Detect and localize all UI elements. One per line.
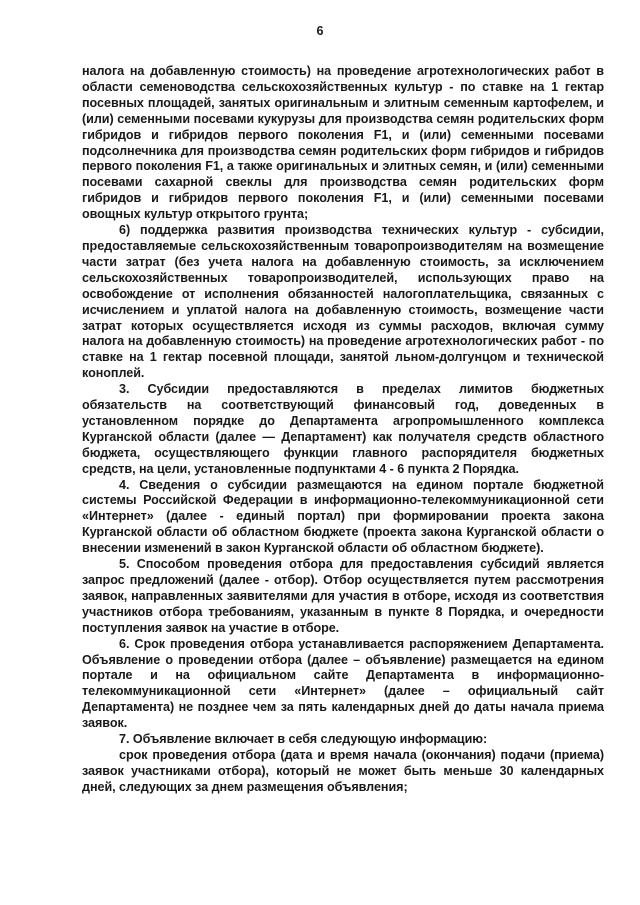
paragraph-subitem-6: 6) поддержка развития производства технических культур - субсидии, предоставляемые сельскохозяйственным товаропроизводителям на возмещение части затрат (без учета налога на добавленную стоимость, за исключением сельскохозяйственных товаропроизводителей, использующих право на освобождение от исполнения обязанностей налогоплательщика, связанных с исчислением и уплатой налога на добавленную стоимость, возмещение части затрат которых осуществляется исходя из суммы расходов, включая сумму налога на добавленную стоимость) на проведение агротехнологических работ - по ставке на 1 гектар посевной площади, занятой льном-долгунцом и технической коноплей.	[82, 223, 604, 381]
paragraph-7: 7. Объявление включает в себя следующую информацию:	[119, 732, 488, 747]
paragraph-5: 5. Способом проведения отбора для предоставления субсидий является запрос предложений (далее - отбор). Отбор осуществляется путем рассмотрения заявок, направленных заявителями для участия в отборе, исходя из соответствия участников отбора требованиям, указанным в пункте 8 Порядка, и очередности поступления заявок на участие в отборе.	[82, 557, 604, 635]
paragraph-1-continuation: налога на добавленную стоимость) на проведение агротехнологических работ в области семеноводства сельскохозяйственных культур - по ставке на 1 гектар посевных площадей, занятых оригинальным и элитным семенным картофелем, и (или) семенными посевами кукурузы для производства семян родительских форм гибридов и гибридов первого поколения F1, и (или) семенными посевами подсолнечника для производства семян родительских форм гибридов и гибридов первого поколения F1, а также оригинальных и элитных семян, и (или) семенными посевами сахарной свеклы для производства семян родительских форм гибридов и гибридов первого поколения F1, и (или) семенными посевами овощных культур открытого грунта;	[82, 64, 604, 222]
paragraph-6: 6. Срок проведения отбора устанавливается распоряжением Департамента. Объявление о проведении отбора (далее – объявление) размещается на едином портале и на официальном сайте Департамента в информационно-телекоммуникационной сети «Интернет» (далее – официальный сайт Департамента) не позднее чем за пять календарных дней до даты начала приема заявок.	[82, 636, 604, 731]
document-body	[82, 64, 604, 796]
page-number: 6	[316, 24, 324, 38]
paragraph-4: 4. Сведения о субсидии размещаются на едином портале бюджетной системы Российской Федерации в информационно-телекоммуникационной сети «Интернет» (далее - единый портал) при формировании проекта закона Курганской области об областном бюджете (проекта закона Курганской области о внесении изменений в закон Курганской области об областном бюджете).	[82, 477, 604, 556]
paragraph-7-deadline: срок проведения отбора (дата и время начала (окончания) подачи (приема) заявок участниками отбора), который не может быть меньше 30 календарных дней, следующих за днем размещения объявления;	[82, 747, 604, 794]
paragraph-3: 3. Субсидии предоставляются в пределах лимитов бюджетных обязательств на соответствующий финансовый год, доведенных в установленном порядке до Департамента агропромышленного комплекса Курганской области (далее — Департамент) как получателя средств областного бюджета, осуществляющего функции главного распорядителя бюджетных средств, на цели, установленные подпунктами 4 - 6 пункта 2 Порядка.	[82, 382, 604, 476]
